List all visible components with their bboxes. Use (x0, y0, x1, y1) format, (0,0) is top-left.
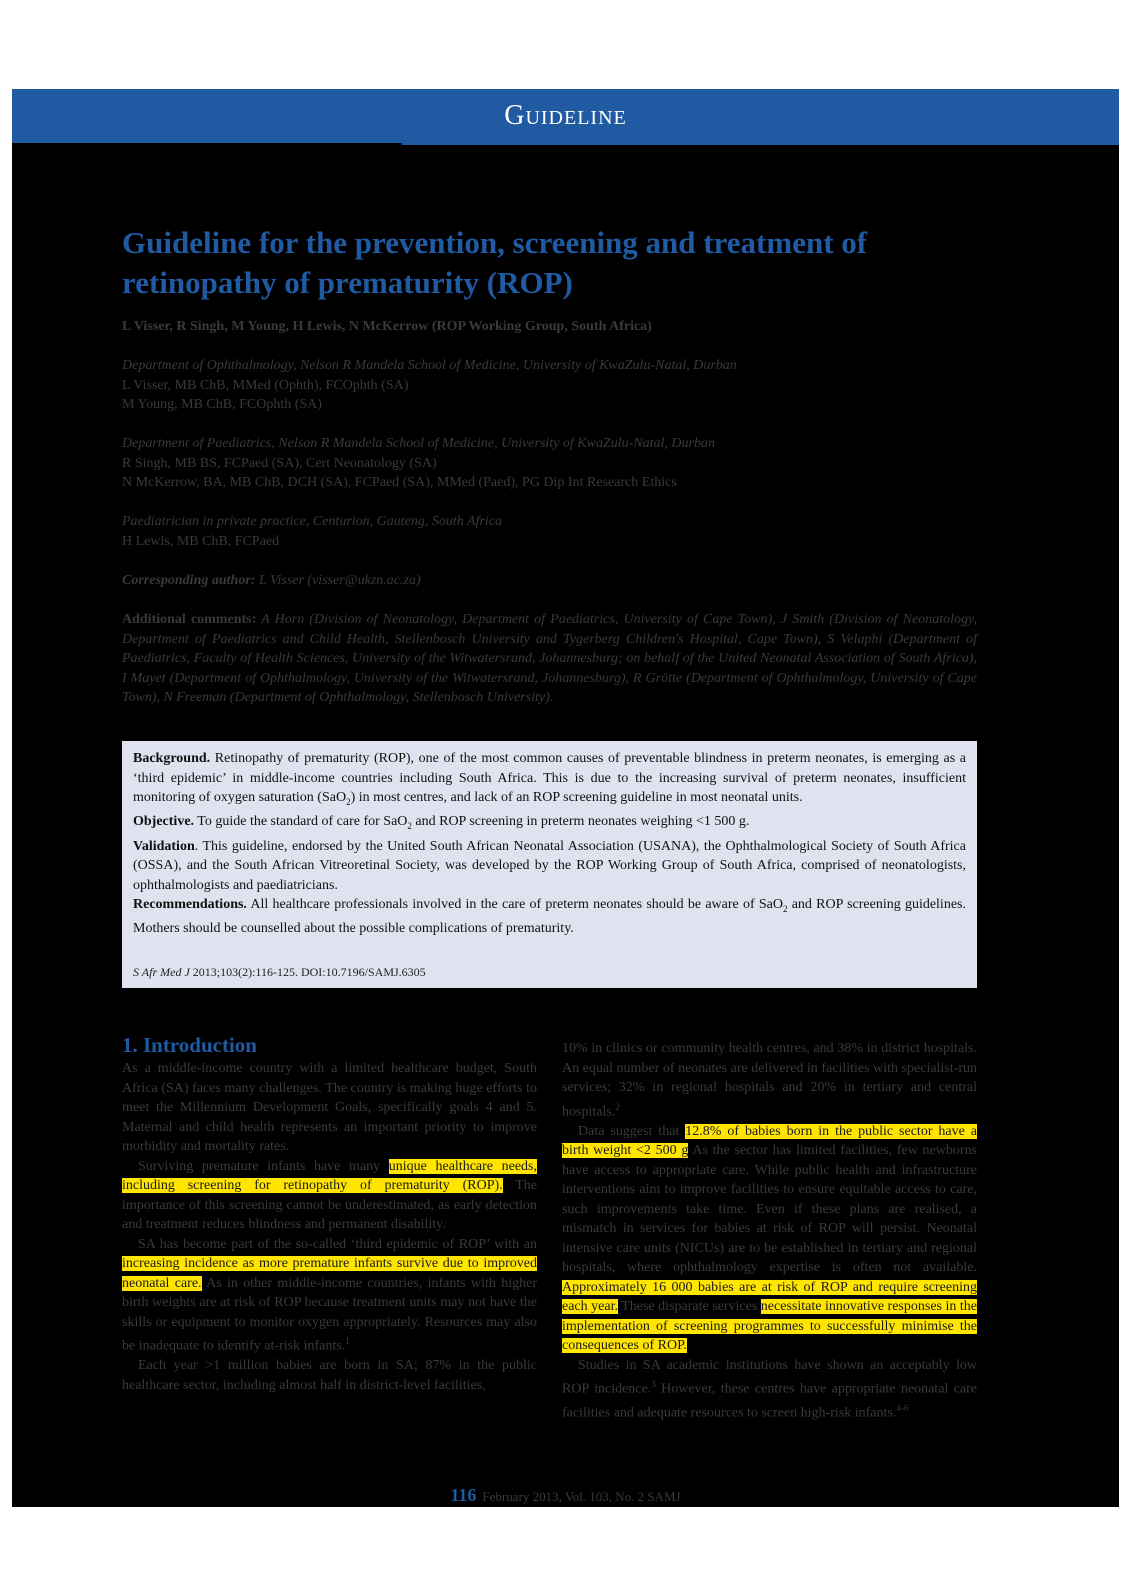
highlight: increasing incidence as more premature infants survive due to improved neonatal care. (122, 1256, 537, 1291)
paragraph: Each year >1 million babies are born in SA; 87% in the public healthcare sector, including almost half in district-level facilities, (122, 1358, 537, 1393)
corresponding-text: L Visser (visser@ukzn.ac.za) (255, 573, 421, 588)
abstract-validation: Validation. This guideline, endorsed by the United South African Neonatal Association (USANA), the Ophthalmological Society of South Africa (OSSA), and the South African Vitreoretinal Society, was developed by the ROP Working Group of South Africa, comprised of neonatologists, ophthalmologists and paediatricians. (133, 838, 966, 893)
affiliation-block-1 (122, 356, 982, 415)
citation (133, 963, 426, 983)
corresponding-label: Corresponding author: (122, 573, 256, 588)
recommendations-label: Recommendations. (133, 897, 247, 913)
additional-comments (122, 610, 977, 708)
article-title: Guideline for the prevention, screening and treatment of retinopathy of prematurity (ROP) (122, 225, 868, 300)
affiliation-dept: Department of Paediatrics, Nelson R Mandela School of Medicine, University of KwaZulu-Natal, Durban (122, 436, 715, 451)
citation-details: 2013;103(2):116-125. DOI:10.7196/SAMJ.6305 (189, 965, 426, 979)
highlight: Approximately 16 000 babies are at risk of ROP and require screening each year. (562, 1279, 977, 1315)
citation-journal: S Afr Med J (133, 965, 190, 979)
section-banner (12, 89, 1119, 143)
column-left (122, 1059, 537, 1395)
abstract-box (122, 741, 977, 988)
journal-issue: February 2013, Vol. 103, No. 2 SAMJ (482, 1489, 681, 1504)
objective-label: Objective. (133, 814, 195, 830)
affiliation-person: M Young, MB ChB, FCOphth (SA) (122, 397, 322, 412)
paragraph: 10% in clinics or community health centres, and 38% in district hospitals. An equal number of neonates are delivered in facilities with specialist-run services; 32% in regional hospitals and 20% in tertiary and central hospitals.$^2$ (562, 1041, 977, 1120)
comments-label: Additional comments: (122, 612, 257, 627)
affiliation-dept: Paediatrician in private practice, Centurion, Gauteng, South Africa (122, 514, 503, 529)
highlight: 12.8% of babies born in the public sector have a birth weight <2 500 g (562, 1123, 978, 1159)
paragraph: As a middle-income country with a limited healthcare budget, South Africa (SA) faces many challenges. The country is making huge efforts to meet the Millennium Development Goals, specifically goals 4 and 5. Maternal and child health represents an important priority to improve morbidity and mortality rates. (122, 1061, 537, 1154)
paragraph: Data suggest that 12.8% of babies born in the public sector have a birth weight <2 500 g As the sector has limited facilities, few newborns have access to appropriate care. While public health and infrastructure interventions aim to improve facilities to ensure equitable access to care, such improvements take time. Even if these plans are realised, a mismatch in services for babies at risk of ROP will persist. Neonatal intensive care units (NICUs) are to be established in tertiary and regional hospitals, where ophthalmology expertise is often not available. Approximately 16 000 babies are at risk of ROP and require screening each year. These disparate services necessitate innovative responses in the implementation of screening programmes to successfully minimise the consequences of ROP. (562, 1123, 978, 1354)
column-right (562, 1039, 977, 1423)
paragraph: Surviving premature infants have many unique healthcare needs, including screening for retinopathy of prematurity (ROP). The importance of this screening cannot be underestimated, as early detection and treatment reduces blindness and permanent disability. (122, 1158, 538, 1232)
paragraph: SA has become part of the so-called ‘third epidemic of ROP’ with an increasing incidence as more premature infants survive due to improved neonatal care. As in other middle-income countries, infants with higher birth weights are at risk of ROP because treatment units may not have the skills or equipment to monitor oxygen appropriately. Resources may also be inadequate to identify at-risk infants.$^1$ (122, 1236, 537, 1354)
affiliation-person: N McKerrow, BA, MB ChB, DCH (SA), FCPaed (SA), MMed (Paed), PG Dip Int Research Ethics (122, 475, 677, 490)
highlight: unique healthcare needs, including screening for retinopathy of prematurity (ROP). (122, 1158, 537, 1193)
affiliation-person: R Singh, MB BS, FCPaed (SA), Cert Neonatology (SA) (122, 455, 437, 471)
reference-marker: 3 (651, 1379, 656, 1390)
reference-marker: 4-6 (896, 1403, 909, 1414)
abstract-recommendations: Recommendations. All healthcare professionals involved in the care of preterm neonates should be aware of SaO$_2$ and ROP screening guidelines. Mothers should be counselled about the possible complications of prematurity. (133, 897, 966, 937)
authors-line (122, 317, 982, 337)
abstract-background: Background. Retinopathy of prematurity (ROP), one of the most common causes of preventable blindness in preterm neonates, is emerging as a ‘third epidemic’ in middle-income countries including South Africa. This is due to the increasing survival of preterm neonates, insufficient monitoring of oxygen saturation (SaO$_2$) in most centres, and lack of an ROP screening guideline in most neonatal units. (133, 751, 966, 807)
background-label: Background. (133, 751, 211, 766)
authors: L Visser, R Singh, M Young, H Lewis, N McKerrow (ROP Working Group, South Africa) (122, 319, 652, 334)
affiliation-block-3 (122, 512, 982, 551)
affiliation-dept: Department of Ophthalmology, Nelson R Mandela School of Medicine, University of KwaZulu-Natal, Durban (122, 358, 737, 373)
page-number: 116 (450, 1485, 477, 1505)
validation-label: Validation (133, 838, 195, 854)
comments-text: A Horn (Division of Neonatology, Department of Paediatrics, University of Cape Town), J Smith (Division of Neonatology, Department of Paediatrics and Child Health, Stellenbosch University and Tygerberg Children's Hospital, Cape Town), S Velaphi (Department of Paediatrics, Faculty of Health Sciences, University of the Witwatersrand, Johannesburg; on behalf of the United Neonatal Association of South Africa), I Mayet (Department of Ophthalmology, University of the Witwatersrand, Johannesburg), R Grötte (Department of Ophthalmology, University of Cape Town), N Freeman (Department of Ophthalmology, Stellenbosch University). (122, 612, 977, 705)
abstract-objective: Objective. To guide the standard of care for SaO$_2$ and ROP screening in preterm neonates weighing <1 500 g. (133, 814, 750, 832)
affiliation-person: L Visser, MB ChB, MMed (Ophth), FCOphth (SA) (122, 377, 409, 393)
article-page (12, 89, 1119, 1507)
reference-marker: 1 (345, 1336, 350, 1346)
affiliation-block-2 (122, 434, 982, 493)
banner-underline (402, 143, 1119, 145)
paragraph: Studies in SA academic institutions have shown an acceptably low ROP incidence.$^3$ However, these centres have appropriate neonatal care facilities and adequate resources to screen high-risk infants.$^{4-6}$ (562, 1357, 977, 1421)
reference-marker: 2 (615, 1101, 620, 1112)
highlight: necessitate innovative responses in the implementation of screening programmes to successfully minimise the consequences of ROP. (562, 1299, 977, 1354)
corresponding-author (122, 571, 982, 591)
page-footer (12, 1485, 1119, 1506)
banner-title: Guideline (504, 100, 627, 131)
section-heading-introduction: 1. Introduction (122, 1033, 257, 1057)
affiliation-person: H Lewis, MB ChB, FCPaed (122, 533, 280, 549)
